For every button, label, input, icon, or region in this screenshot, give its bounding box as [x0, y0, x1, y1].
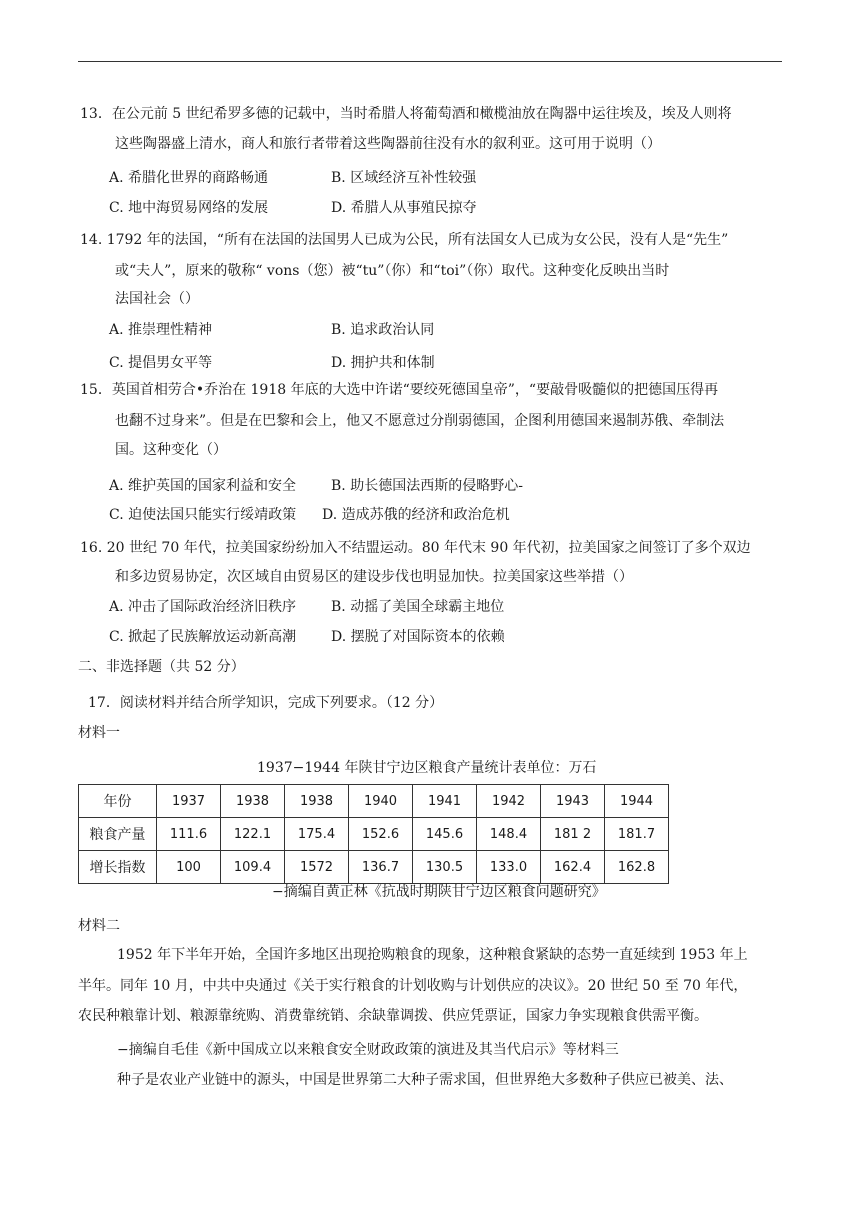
q14-option-c: C. 提倡男女平等 — [109, 355, 213, 371]
q13-stem-line-1: 13．在公元前 5 世纪希罗多德的记载中，当时希腊人将葡萄酒和橄榄油放在陶器中运往埃及，埃及人则将 — [80, 106, 732, 122]
table-cell: 122.1 — [221, 818, 285, 851]
q14-stem-line-1: 14. 1792 年的法国，“所有在法国的法国男人已成为公民，所有法国女人已成为女公民，没有人是“先生” — [80, 232, 729, 248]
table-cell: 162.4 — [541, 851, 605, 884]
table-cell: 1944 — [605, 785, 669, 818]
q13-option-c: C. 地中海贸易网络的发展 — [109, 200, 269, 216]
table-header-year: 年份 — [79, 785, 157, 818]
table-header-index: 增长指数 — [79, 851, 157, 884]
table-cell: 1940 — [349, 785, 413, 818]
q14-option-d: D. 拥护共和体制 — [331, 355, 435, 371]
q16-option-d: D. 摆脱了对国际资本的依赖 — [331, 629, 505, 645]
table-cell: 111.6 — [157, 818, 221, 851]
q15-option-b: B. 助长德国法西斯的侵略野心- — [331, 478, 523, 494]
table-cell: 109.4 — [221, 851, 285, 884]
table-cell: 181.7 — [605, 818, 669, 851]
table-title: 1937−1944 年陕甘宁边区粮食产量统计表单位：万石 — [257, 760, 597, 776]
q13-option-b: B. 区域经济互补性较强 — [331, 170, 477, 186]
q15-stem-line-2: 也翻不过身来”。但是在巴黎和会上，他又不愿意过分削弱德国，企图利用德国来遏制苏俄、牵制法 — [115, 413, 725, 429]
material-2-source: −摘编自毛佳《新中国成立以来粮食安全财政政策的演进及其当代启示》等材料三 — [117, 1042, 619, 1058]
table-cell: 162.8 — [605, 851, 669, 884]
table-cell: 136.7 — [349, 851, 413, 884]
table-cell: 1943 — [541, 785, 605, 818]
material-2-line-1: 1952 年下半年开始，全国许多地区出现抢购粮食的现象，这种粮食紧缺的态势一直延续到 1953 年上 — [117, 947, 748, 963]
q13-option-a: A. 希腊化世界的商路畅通 — [109, 170, 269, 186]
table-cell: 1942 — [477, 785, 541, 818]
q14-stem-line-2: 或“夫人”，原来的敬称“ vons（您）被“tu”（你）和“toi”（你）取代。这种变化反映出当时 — [115, 263, 670, 279]
q16-option-a: A. 冲击了国际政治经济旧秩序 — [109, 599, 297, 615]
q17-prompt: 17．阅读材料并结合所学知识，完成下列要求。（12 分） — [88, 695, 444, 711]
q16-option-b: B. 动摇了美国全球霸主地位 — [331, 599, 505, 615]
q16-stem-line-2: 和多边贸易协定，次区域自由贸易区的建设步伐也明显加快。拉美国家这些举措（） — [115, 569, 633, 585]
q15-option-d: D. 造成苏俄的经济和政治危机 — [322, 507, 510, 523]
material-1-label: 材料一 — [78, 725, 120, 741]
table-cell: 133.0 — [477, 851, 541, 884]
table-row-years — [79, 785, 669, 818]
table-cell: 1937 — [157, 785, 221, 818]
table-cell: 145.6 — [413, 818, 477, 851]
q15-stem-line-3: 国。这种变化（） — [115, 442, 227, 458]
material-2-label: 材料二 — [78, 918, 120, 934]
table-cell: 181 2 — [541, 818, 605, 851]
table-row-output — [79, 818, 669, 851]
section-heading: 二、非选择题（共 52 分） — [78, 659, 245, 675]
table-cell: 1938 — [221, 785, 285, 818]
material-2-line-2: 半年。同年 10 月，中共中央通过《关于实行粮食的计划收购与计划供应的决议》。20 世纪 50 至 70 年代， — [78, 978, 748, 994]
table-header-output: 粮食产量 — [79, 818, 157, 851]
table-source: −摘编自黄正林《抗战时期陕甘宁边区粮食问题研究》 — [272, 884, 606, 900]
table-cell: 152.6 — [349, 818, 413, 851]
q15-option-a: A. 维护英国的国家利益和安全 — [109, 478, 297, 494]
q14-option-a: A. 推崇理性精神 — [109, 322, 213, 338]
table-cell: 1572 — [285, 851, 349, 884]
q16-stem-line-1: 16. 20 世纪 70 年代，拉美国家纷纷加入不结盟运动。80 年代末 90 年代初，拉美国家之间签订了多个双边 — [80, 540, 751, 556]
q16-option-c: C. 掀起了民族解放运动新高潮 — [109, 629, 297, 645]
table-row-index — [79, 851, 669, 884]
material-2-line-3: 农民种粮靠计划、粮源靠统购、消费靠统销、余缺靠调拨、供应凭票证，国家力争实现粮食供需平衡。 — [78, 1008, 708, 1024]
q13-option-d: D. 希腊人从事殖民掠夺 — [331, 200, 477, 216]
material-3-line-1: 种子是农业产业链中的源头，中国是世界第二大种子需求国，但世界绝大多数种子供应已被美、法、 — [117, 1072, 733, 1088]
table-cell: 175.4 — [285, 818, 349, 851]
q14-stem-line-3: 法国社会（） — [115, 291, 199, 307]
header-rule — [78, 61, 782, 62]
table-cell: 100 — [157, 851, 221, 884]
table-cell: 1938 — [285, 785, 349, 818]
q15-option-c: C. 迫使法国只能实行绥靖政策 — [109, 507, 297, 523]
table-cell: 130.5 — [413, 851, 477, 884]
q13-stem-line-2: 这些陶器盛上清水，商人和旅行者带着这些陶器前往没有水的叙利亚。这可用于说明（） — [115, 136, 661, 152]
grain-production-table — [78, 784, 669, 884]
table-cell: 1941 — [413, 785, 477, 818]
table-cell: 148.4 — [477, 818, 541, 851]
q15-stem-line-1: 15．英国首相劳合•乔治在 1918 年底的大选中许诺“要绞死德国皇帝”，“要敲骨吸髓似的把德国压得再 — [80, 382, 719, 398]
q14-option-b: B. 追求政治认同 — [331, 322, 435, 338]
